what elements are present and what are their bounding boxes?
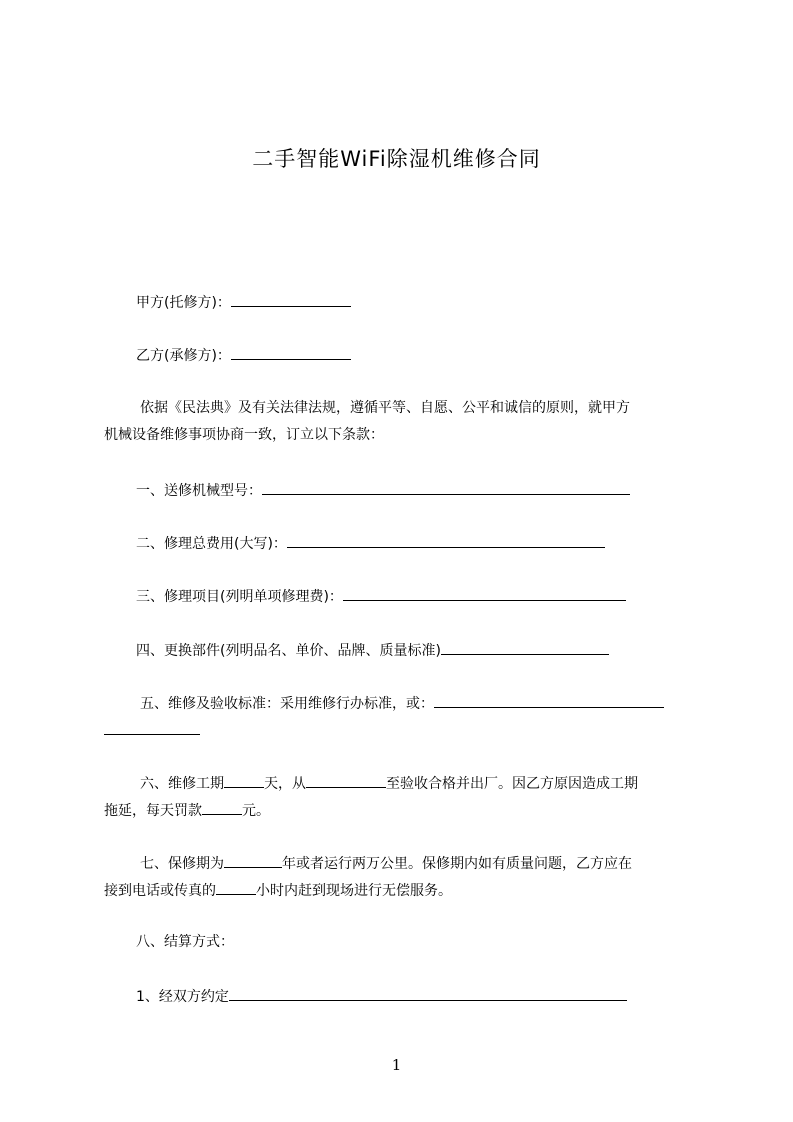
item-3-blank[interactable] [343, 586, 626, 601]
item-6-label-c: 至验收合格并出厂。因乙方原因造成工期 [386, 776, 638, 792]
item-5-label: 五、维修及验收标准：采用维修行办标准，或： [140, 696, 434, 712]
party-a-label: 甲方(托修方)： [136, 295, 231, 311]
party-a-line [136, 292, 351, 312]
party-b-blank[interactable] [231, 345, 351, 360]
party-b-label: 乙方(承修方)： [136, 348, 231, 364]
item-3-label: 三、修理项目(列明单项修理费)： [136, 589, 343, 605]
item-6-line-2 [104, 800, 270, 820]
intro-line-2: 机械设备维修事项协商一致，订立以下条款： [104, 427, 384, 443]
item-7-line [140, 853, 632, 873]
item-8-1-label: 1、经双方约定 [136, 989, 229, 1005]
item-5-blank-2[interactable] [104, 720, 200, 735]
item-4-line [136, 640, 609, 660]
item-2-blank[interactable] [287, 533, 605, 548]
item-3-line [136, 586, 626, 606]
item-7-label-a: 七、保修期为 [140, 856, 224, 872]
item-5-line-2 [104, 720, 200, 740]
item-7-line-2 [104, 880, 452, 900]
item-8-1-blank[interactable] [229, 986, 627, 1001]
intro-line-1: 依据《民法典》及有关法律法规，遵循平等、自愿、公平和诚信的原则，就甲方 [140, 400, 630, 416]
item-7-years-blank[interactable] [224, 853, 282, 868]
document-title: 二手智能WiFi除湿机维修合同 [252, 147, 541, 171]
item-4-label: 四、更换部件(列明品名、单价、品牌、质量标准) [136, 643, 441, 659]
item-7-label-b: 年或者运行两万公里。保修期内如有质量问题，乙方应在 [282, 856, 632, 872]
item-2-label: 二、修理总费用(大写)： [136, 536, 287, 552]
party-b-line [136, 345, 351, 365]
item-6-line2-label-a: 拖延，每天罚款 [104, 803, 202, 819]
item-6-date-blank[interactable] [306, 773, 386, 788]
item-1-blank[interactable] [262, 480, 630, 495]
item-1-label: 一、送修机械型号： [136, 483, 262, 499]
item-6-line [140, 773, 638, 793]
item-7-line2-label-b: 小时内赶到现场进行无偿服务。 [256, 883, 452, 899]
item-5-line [140, 693, 664, 713]
party-a-blank[interactable] [231, 292, 351, 307]
item-2-line [136, 533, 605, 553]
item-6-penalty-blank[interactable] [202, 800, 242, 815]
item-8-heading: 八、结算方式： [136, 934, 234, 950]
item-5-blank[interactable] [434, 693, 664, 708]
item-4-blank[interactable] [441, 640, 609, 655]
page-number: 1 [391, 1056, 402, 1074]
item-7-hours-blank[interactable] [216, 880, 256, 895]
item-1-line [136, 480, 630, 500]
item-6-label-b: 天，从 [264, 776, 306, 792]
item-7-line2-label-a: 接到电话或传真的 [104, 883, 216, 899]
item-8-1-line [136, 986, 627, 1006]
item-6-days-blank[interactable] [224, 773, 264, 788]
item-6-label-a: 六、维修工期 [140, 776, 224, 792]
item-6-line2-label-b: 元。 [242, 803, 270, 819]
